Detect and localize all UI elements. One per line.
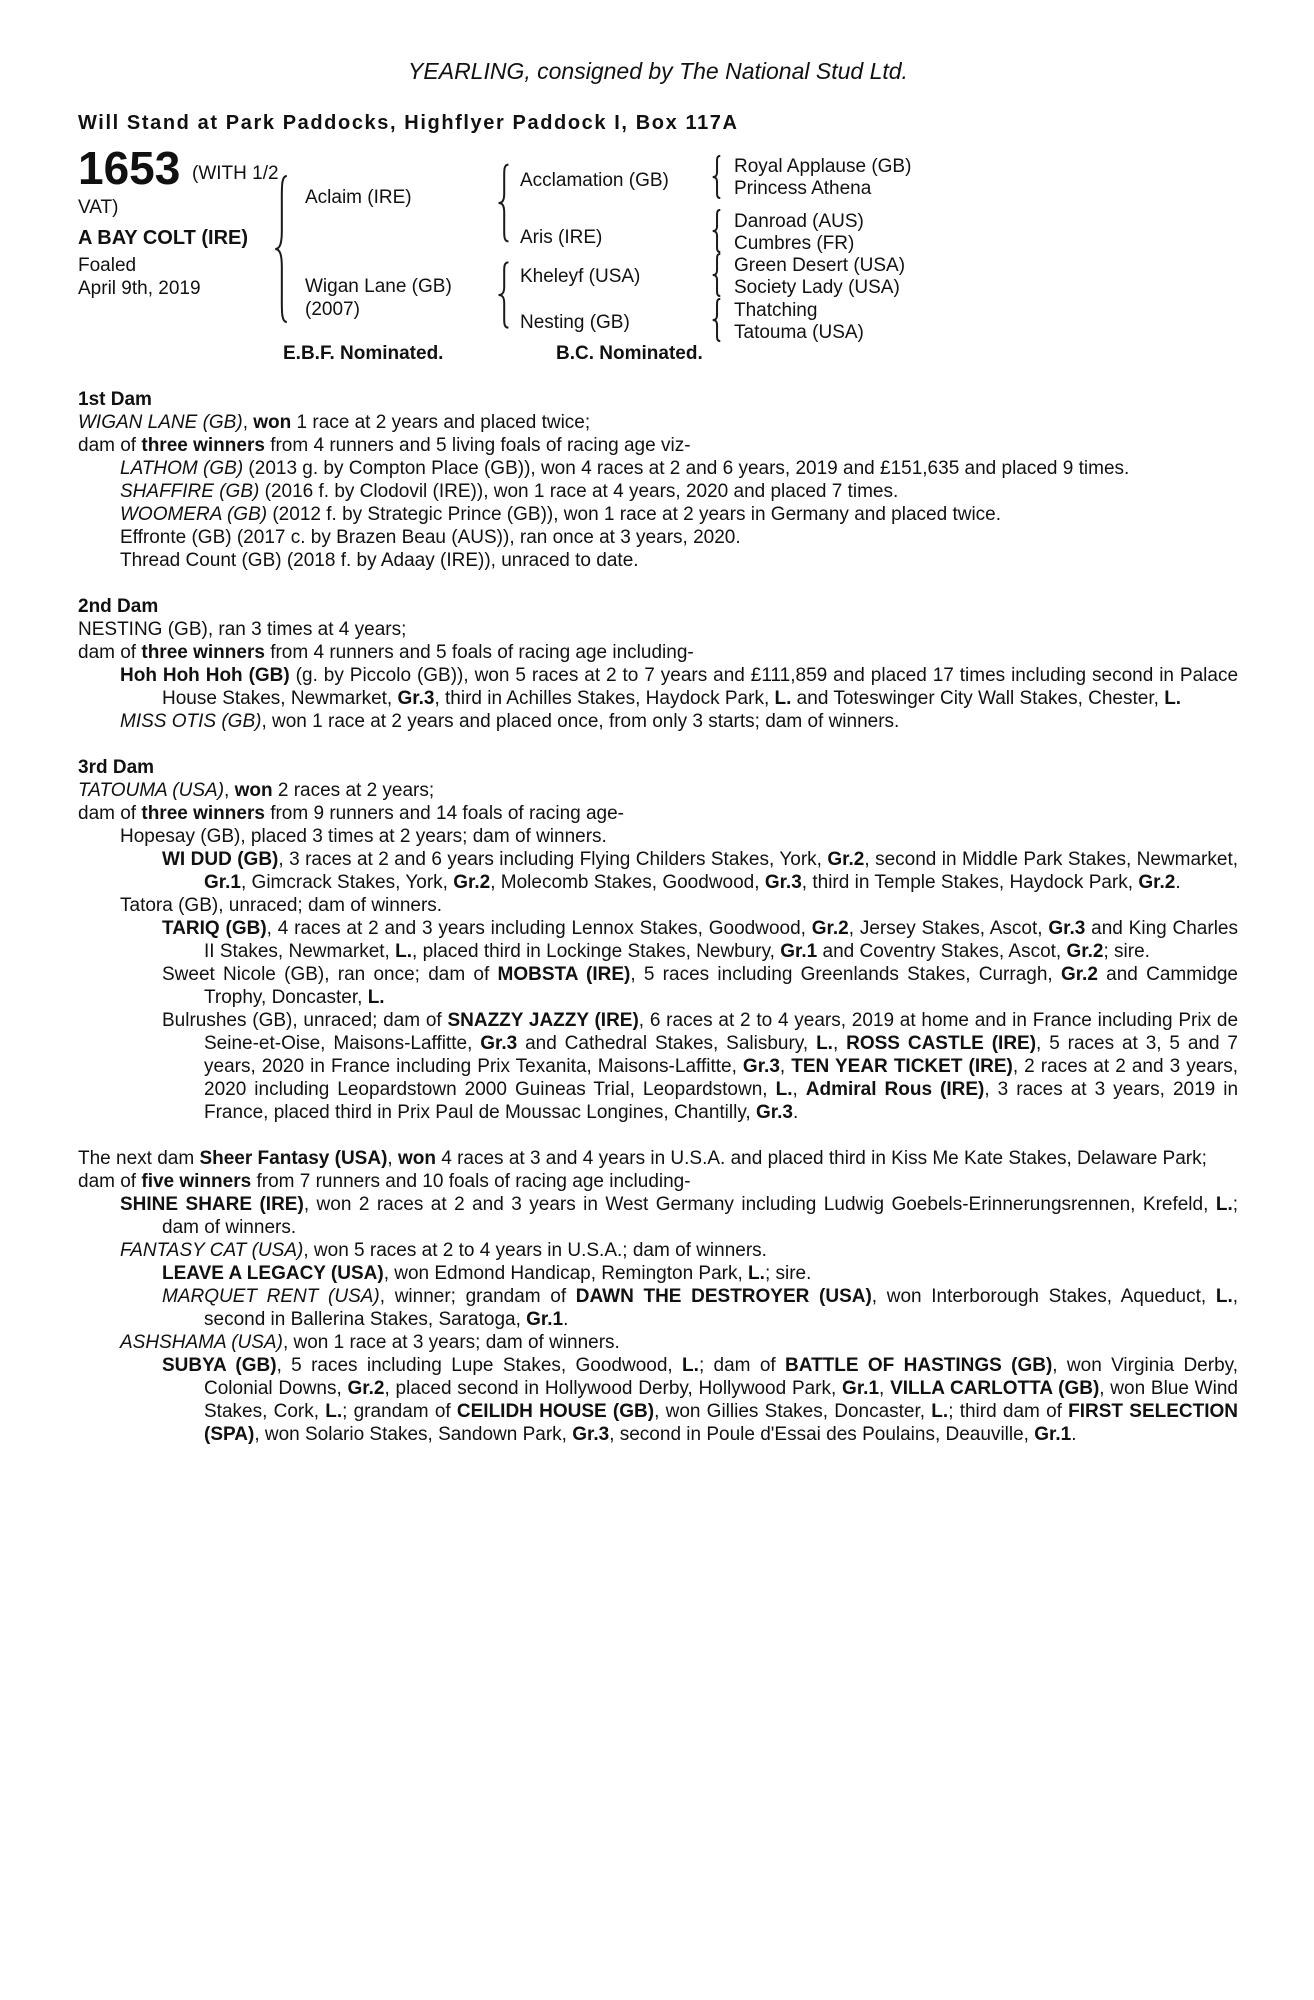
text-segment: , won 1 race at 2 years and placed once, from only 3 starts; dam of winners. [261, 711, 900, 732]
catalogue-paragraph [78, 710, 1238, 733]
text-segment: VILLA CARLOTTA (GB) [890, 1378, 1100, 1399]
text-segment: and Toteswinger City Wall Stakes, Chester, [791, 688, 1165, 709]
text-segment: Gr.1 [526, 1309, 564, 1330]
text-segment: ASHSHAMA (USA) [120, 1332, 283, 1353]
text-segment: BATTLE OF HASTINGS (GB) [785, 1355, 1053, 1376]
dam-dam-name: Nesting (GB) [520, 312, 630, 333]
text-segment: dam of [78, 1171, 142, 1192]
text-segment: MOBSTA (IRE) [497, 964, 631, 985]
text-segment: , second in Middle Park Stakes, Newmarket, [864, 849, 1239, 870]
text-segment: , [224, 780, 235, 801]
text-segment: 1 race at 2 years and placed twice; [291, 412, 591, 433]
text-segment: (2013 g. by Compton Place (GB)), won 4 races at 2 and 6 years, 2019 and £151,635 and placed 9 times. [243, 458, 1130, 479]
text-segment: , won 1 race at 3 years; dam of winners. [282, 1332, 620, 1353]
vat-note-line1: (WITH 1/2 [192, 163, 279, 184]
brace-sire-parents [495, 163, 512, 243]
catalogue-paragraph [78, 963, 1238, 1009]
text-segment: ; dam of winners. [162, 1194, 1239, 1238]
text-segment: ; dam of [698, 1355, 786, 1376]
catalogue-paragraph [78, 1193, 1238, 1239]
text-segment: SHINE SHARE (IRE) [120, 1194, 304, 1215]
text-segment: won [234, 780, 273, 801]
pedigree-text-section [78, 756, 1238, 1124]
text-segment: , 3 races at 2 and 6 years including Flying Childers Stakes, York, [278, 849, 828, 870]
ebf-nominated-label: E.B.F. Nominated. [283, 343, 444, 364]
catalogue-paragraph [78, 1009, 1238, 1124]
ggparent-name: Royal Applause (GB) [734, 156, 912, 177]
text-segment: from 4 runners and 5 foals of racing age including- [264, 642, 694, 663]
text-segment: TATOUMA (USA) [78, 780, 225, 801]
text-segment: Gr.2 [1066, 941, 1104, 962]
text-segment: MISS OTIS (GB) [120, 711, 262, 732]
text-segment: Gr.3 [480, 1033, 518, 1054]
text-segment: from 7 runners and 10 foals of racing age including- [251, 1171, 691, 1192]
text-segment: Gr.2 [827, 849, 865, 870]
text-segment: , [387, 1148, 398, 1169]
catalogue-paragraph [78, 779, 1238, 802]
text-segment: L. [367, 987, 385, 1008]
text-segment: three winners [141, 435, 265, 456]
horse-name: A BAY COLT (IRE) [78, 227, 249, 249]
text-segment: WI DUD (GB) [162, 849, 279, 870]
text-segment: , winner; grandam of [379, 1286, 576, 1307]
text-segment: , placed second in Hollywood Derby, Hollywood Park, [384, 1378, 843, 1399]
ggparent-name: Thatching [734, 300, 818, 321]
sire-sire-name: Acclamation (GB) [520, 170, 669, 191]
catalogue-paragraph [78, 825, 1238, 848]
catalogue-paragraph [78, 641, 1238, 664]
text-segment: . [1071, 1424, 1077, 1445]
text-segment: LATHOM (GB) [120, 458, 244, 479]
section-heading: 1st Dam [78, 389, 152, 410]
text-segment: Gr.2 [347, 1378, 385, 1399]
text-segment: , second in Poule d'Essai des Poulains, Deauville, [609, 1424, 1035, 1445]
text-segment: (2012 f. by Strategic Prince (GB)), won 1 race at 2 years in Germany and placed twice. [267, 504, 1002, 525]
text-segment: Gr.2 [453, 872, 491, 893]
text-segment: , 4 races at 2 and 3 years including Lennox Stakes, Goodwood, [266, 918, 812, 939]
text-segment: . [792, 1102, 799, 1123]
text-segment: WOOMERA (GB) [120, 504, 268, 525]
text-segment: five winners [141, 1171, 252, 1192]
brace-gg-4 [710, 298, 723, 342]
ggparent-name: Princess Athena [734, 178, 872, 199]
text-segment: dam of [78, 803, 142, 824]
text-segment: L. [325, 1401, 343, 1422]
catalogue-paragraph [78, 848, 1238, 894]
text-segment: , won Blue Wind Stakes, Cork, [204, 1378, 1238, 1422]
text-segment: Effronte (GB) (2017 c. by Brazen Beau (AUS)), ran once at 3 years, 2020. [120, 527, 741, 548]
text-segment: , won 5 races at 2 to 4 years in U.S.A.; dam of winners. [303, 1240, 767, 1261]
text-segment: Bulrushes (GB), unraced; dam of [162, 1010, 448, 1031]
text-segment: TARIQ (GB) [162, 918, 267, 939]
text-segment: , 5 races at 3, 5 and 7 years, 2020 in France including Prix Texanita, Maisons-Laffitte, [204, 1033, 1239, 1077]
text-segment: L. [816, 1033, 833, 1054]
text-segment: SNAZZY JAZZY (IRE) [447, 1010, 639, 1031]
text-segment: TEN YEAR TICKET (IRE) [791, 1056, 1013, 1077]
text-segment: Gr.1 [780, 941, 818, 962]
text-segment: , 2 races at 2 and 3 years, 2020 including Leopardstown 2000 Guineas Trial, Leopardstown, [204, 1056, 1238, 1100]
dam-name: Wigan Lane (GB) [305, 276, 452, 297]
text-segment: FIRST SELECTION (SPA) [204, 1401, 1238, 1445]
text-segment: , Molecomb Stakes, Goodwood, [490, 872, 765, 893]
text-segment: DAWN THE DESTROYER (USA) [575, 1286, 872, 1307]
text-segment: Gr.2 [1060, 964, 1098, 985]
text-segment: Gr.2 [811, 918, 849, 939]
text-segment: from 4 runners and 5 living foals of racing age viz- [264, 435, 691, 456]
text-segment: SUBYA (GB) [162, 1355, 277, 1376]
text-segment: L. [1215, 1286, 1233, 1307]
text-segment: L. [931, 1401, 949, 1422]
text-segment: The next dam [78, 1148, 200, 1169]
brace-gg-1 [710, 155, 723, 199]
foaled-label: Foaled [78, 255, 137, 276]
page-title: YEARLING, consigned by The National Stud Ltd. [408, 58, 908, 84]
ggparent-name: Danroad (AUS) [734, 211, 864, 232]
dam-year: (2007) [305, 299, 360, 320]
catalogue-paragraph [78, 1262, 1238, 1285]
pedigree-tree [78, 142, 1238, 365]
catalogue-paragraph [78, 480, 1238, 503]
catalogue-paragraph [78, 1331, 1238, 1354]
text-segment: L. [1164, 688, 1182, 709]
text-segment: Gr.3 [742, 1056, 780, 1077]
text-segment: Gr.3 [1048, 918, 1086, 939]
text-segment: Hopesay (GB), placed 3 times at 2 years; dam of winners. [120, 826, 607, 847]
pedigree-text-section [78, 595, 1238, 733]
text-segment: , Jersey Stakes, Ascot, [848, 918, 1049, 939]
text-segment: Gr.3 [572, 1424, 610, 1445]
catalogue-paragraph [78, 1147, 1238, 1170]
brace-gg-3 [710, 253, 723, 297]
text-segment: ; sire. [764, 1263, 812, 1284]
text-segment: Sheer Fantasy (USA) [199, 1148, 388, 1169]
ggparent-name: Tatouma (USA) [734, 322, 864, 343]
text-segment: WIGAN LANE (GB) [78, 412, 243, 433]
text-segment: Gr.1 [1034, 1424, 1072, 1445]
text-segment: (2016 f. by Clodovil (IRE)), won 1 race at 4 years, 2020 and placed 7 times. [259, 481, 899, 502]
catalogue-paragraph [78, 894, 1238, 917]
pedigree-text-section [78, 1147, 1238, 1446]
catalogue-paragraph [78, 457, 1238, 480]
text-segment: L. [395, 941, 413, 962]
text-segment: , third in Achilles Stakes, Haydock Park, [434, 688, 775, 709]
text-segment: Admiral Rous (IRE) [805, 1079, 985, 1100]
catalogue-paragraph [78, 1354, 1238, 1446]
text-segment: ; sire. [1103, 941, 1150, 962]
text-segment: , won 2 races at 2 and 3 years in West Germany including Ludwig Goebels-Erinnerungsrennen, Krefeld, [303, 1194, 1216, 1215]
text-segment: , placed third in Lockinge Stakes, Newbury, [412, 941, 781, 962]
brace-dam-parents [495, 261, 512, 329]
text-segment: Gr.1 [842, 1378, 880, 1399]
text-segment: MARQUET RENT (USA) [162, 1286, 380, 1307]
text-segment: , won Solario Stakes, Sandown Park, [254, 1424, 573, 1445]
text-segment: and King Charles II Stakes, Newmarket, [204, 918, 1238, 962]
text-segment: ; grandam of [342, 1401, 457, 1422]
text-segment: , 6 races at 2 to 4 years, 2019 at home and in France including Prix de Seine-et-Oise, Maisons-Laffitte, [204, 1010, 1239, 1054]
text-segment: dam of [78, 435, 142, 456]
ggparent-name: Society Lady (USA) [734, 277, 900, 298]
text-segment: , [792, 1079, 806, 1100]
sire-name: Aclaim (IRE) [305, 187, 412, 208]
dam-sire-name: Kheleyf (USA) [520, 266, 641, 287]
text-segment: Gr.1 [204, 872, 241, 893]
catalogue-paragraph [78, 618, 1238, 641]
text-segment: and Cathedral Stakes, Salisbury, [517, 1033, 817, 1054]
text-segment: (g. by Piccolo (GB)), won 5 races at 2 to 7 years and £111,859 and placed 17 times including second in Palace House Stakes, Newmarket, [162, 665, 1239, 709]
catalogue-paragraph [78, 411, 1238, 434]
text-segment: , [242, 412, 254, 433]
catalogue-paragraph [78, 434, 1238, 457]
text-segment: L. [748, 1263, 765, 1284]
text-segment: . [1175, 872, 1181, 893]
catalogue-paragraph [78, 917, 1238, 963]
text-segment: , [779, 1056, 792, 1077]
catalogue-paragraph [78, 802, 1238, 825]
text-segment: , Gimcrack Stakes, York, [240, 872, 454, 893]
catalogue-paragraph [78, 664, 1238, 710]
catalogue-paragraph [78, 1285, 1238, 1331]
catalogue-paragraph [78, 1170, 1238, 1193]
text-segment: SHAFFIRE (GB) [120, 481, 260, 502]
catalogue-paragraph [78, 503, 1238, 526]
brace-gg-2 [710, 209, 723, 253]
text-segment: won [253, 412, 292, 433]
catalogue-paragraph [78, 549, 1238, 572]
text-segment: dam of [78, 642, 142, 663]
text-segment: , won Edmond Handicap, Remington Park, [383, 1263, 749, 1284]
text-segment: won [397, 1148, 436, 1169]
text-segment: , won Virginia Derby, Colonial Downs, [204, 1355, 1239, 1399]
text-segment: Gr.3 [764, 872, 802, 893]
text-segment: L. [1215, 1194, 1233, 1215]
vat-note-line2: VAT) [78, 197, 119, 218]
text-segment: three winners [141, 642, 265, 663]
text-segment: 4 races at 3 and 4 years in U.S.A. and placed third in Kiss Me Kate Stakes, Delaware Park; [435, 1148, 1207, 1169]
ggparent-name: Green Desert (USA) [734, 255, 906, 276]
text-segment: L. [774, 688, 792, 709]
text-segment: . [563, 1309, 569, 1330]
lot-number: 1653 [78, 142, 181, 194]
stand-location-line: Will Stand at Park Paddocks, Highflyer Paddock I, Box 117A [78, 112, 739, 134]
text-segment: Sweet Nicole (GB), ran once; dam of [162, 964, 498, 985]
pedigree-text-section [78, 388, 1238, 572]
text-segment: ; third dam of [948, 1401, 1069, 1422]
text-segment: NESTING (GB), ran 3 times at 4 years; [78, 619, 407, 640]
text-segment: Tatora (GB), unraced; dam of winners. [120, 895, 443, 916]
text-segment: LEAVE A LEGACY (USA) [162, 1263, 384, 1284]
text-segment: Gr.3 [755, 1102, 793, 1123]
catalogue-paragraph [78, 526, 1238, 549]
text-segment: Gr.2 [1138, 872, 1176, 893]
text-segment: , second in Ballerina Stakes, Saratoga, [204, 1286, 1239, 1330]
text-segment: , 5 races including Lupe Stakes, Goodwood, [276, 1355, 683, 1376]
catalogue-paragraph [78, 1239, 1238, 1262]
sire-dam-name: Aris (IRE) [520, 227, 603, 248]
text-segment: from 9 runners and 14 foals of racing age- [264, 803, 625, 824]
text-segment: , [879, 1378, 891, 1399]
section-heading: 2nd Dam [78, 596, 159, 617]
text-segment: , 3 races at 3 years, 2019 in France, placed third in Prix Paul de Moussac Longines, Chantilly, [204, 1079, 1239, 1123]
text-segment: , won Gillies Stakes, Doncaster, [654, 1401, 932, 1422]
text-segment: Hoh Hoh Hoh (GB) [120, 665, 290, 686]
foaled-date: April 9th, 2019 [78, 278, 201, 299]
text-segment: three winners [141, 803, 265, 824]
text-segment: CEILIDH HOUSE (GB) [456, 1401, 655, 1422]
catalogue-sections [78, 388, 1238, 1446]
bc-nominated-label: B.C. Nominated. [556, 343, 703, 364]
text-segment: Gr.3 [397, 688, 435, 709]
text-segment: Thread Count (GB) (2018 f. by Adaay (IRE)), unraced to date. [120, 550, 639, 571]
text-segment: , [832, 1033, 847, 1054]
text-segment: and Coventry Stakes, Ascot, [817, 941, 1067, 962]
section-heading: 3rd Dam [78, 757, 155, 778]
text-segment: FANTASY CAT (USA) [120, 1240, 304, 1261]
text-segment: ROSS CASTLE (IRE) [846, 1033, 1037, 1054]
brace-parents [271, 173, 291, 325]
text-segment: , 5 races including Greenlands Stakes, Curragh, [630, 964, 1061, 985]
text-segment: 2 races at 2 years; [272, 780, 435, 801]
text-segment: , third in Temple Stakes, Haydock Park, [801, 872, 1139, 893]
text-segment: L. [775, 1079, 793, 1100]
text-segment: , won Interborough Stakes, Aqueduct, [871, 1286, 1216, 1307]
text-segment: and Cammidge Trophy, Doncaster, [204, 964, 1238, 1008]
text-segment: L. [682, 1355, 699, 1376]
ggparent-name: Cumbres (FR) [734, 233, 855, 254]
